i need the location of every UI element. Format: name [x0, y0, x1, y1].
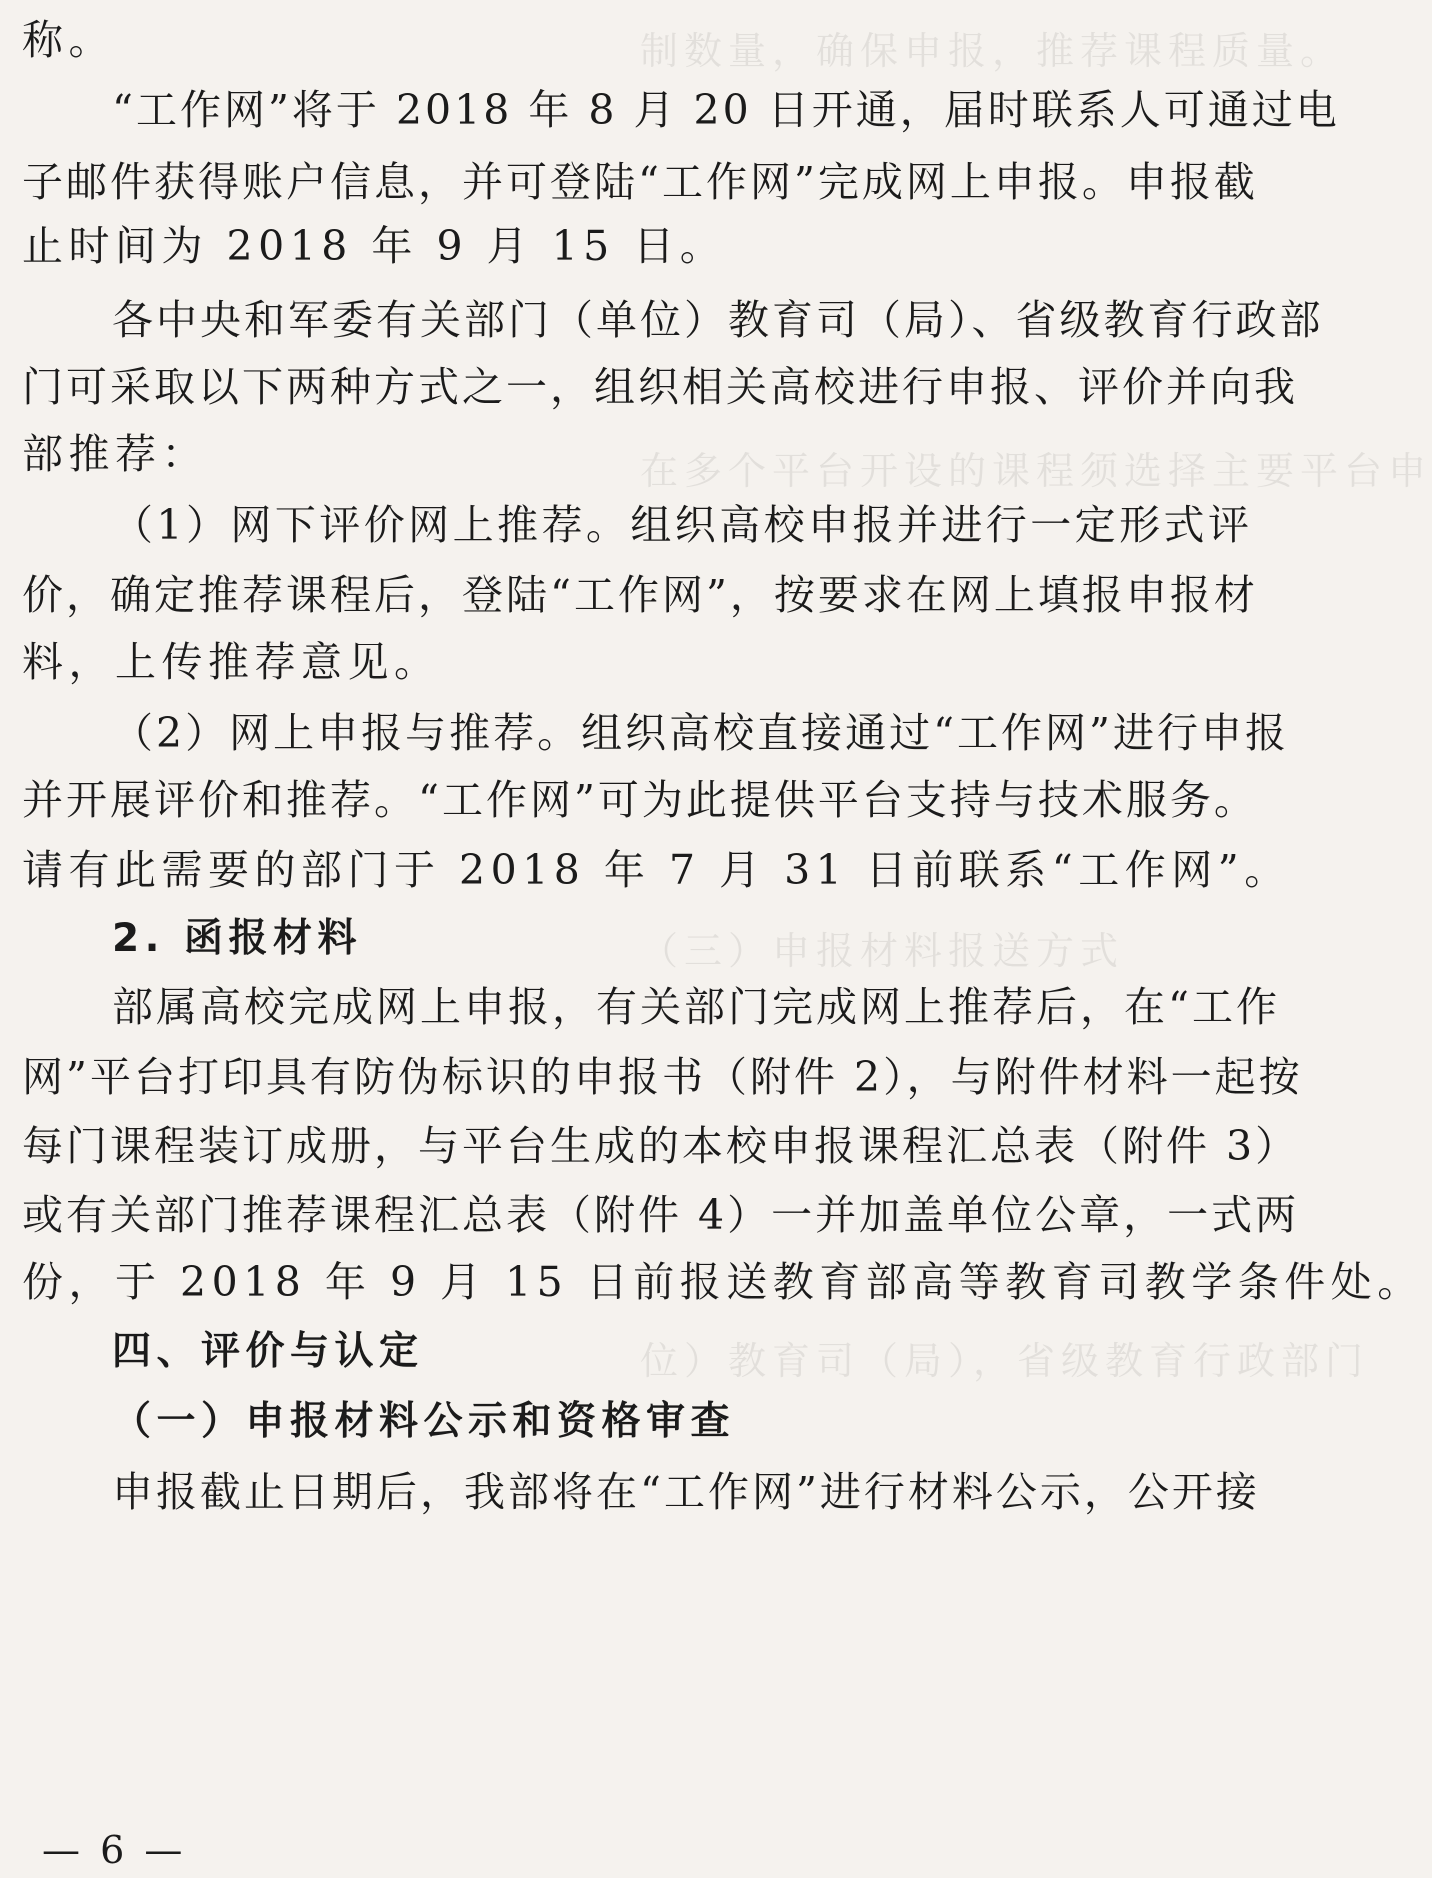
text-line: 价，确定推荐课程后，登陆“工作网”，按要求在网上填报申报材 — [22, 571, 1258, 619]
text-line: “工作网”将于 2018 年 8 月 20 日开通，届时联系人可通过电 — [112, 86, 1340, 134]
section-heading: 四、评价与认定 — [112, 1329, 424, 1374]
text-line: 部推荐： — [22, 430, 208, 478]
text-line: 门可采取以下两种方式之一，组织相关高校进行申报、评价并向我 — [22, 363, 1298, 411]
text-line: （2）网上申报与推荐。组织高校直接通过“工作网”进行申报 — [112, 709, 1290, 757]
text-line: 份，于 2018 年 9 月 15 日前报送教育部高等教育司教学条件处。 — [22, 1258, 1424, 1306]
text-line: 料，上传推荐意见。 — [22, 638, 441, 686]
text-line: 并开展评价和推荐。“工作网”可为此提供平台支持与技术服务。 — [22, 776, 1258, 824]
text-line: 或有关部门推荐课程汇总表（附件 4）一并加盖单位公章，一式两 — [22, 1191, 1300, 1239]
text-line: 申报截止日期后，我部将在“工作网”进行材料公示，公开接 — [112, 1468, 1260, 1516]
text-line: （1）网下评价网上推荐。组织高校申报并进行一定形式评 — [112, 501, 1252, 549]
text-line: 网”平台打印具有防伪标识的申报书（附件 2），与附件材料一起按 — [22, 1053, 1303, 1101]
page-number: — 6 — — [42, 1828, 187, 1872]
text-line: 称。 — [22, 16, 115, 64]
section-heading: 2. 函报材料 — [112, 916, 363, 961]
bleed-through: 制数量，确保申报，推荐课程质量。 — [640, 29, 1345, 73]
subsection-heading: （一）申报材料公示和资格审查 — [112, 1399, 736, 1444]
text-line: 每门课程装订成册，与平台生成的本校申报课程汇总表（附件 3） — [22, 1122, 1300, 1170]
text-line: 止时间为 2018 年 9 月 15 日。 — [22, 222, 727, 270]
text-line: 子邮件获得账户信息，并可登陆“工作网”完成网上申报。申报截 — [22, 158, 1258, 206]
text-line: 请有此需要的部门于 2018 年 7 月 31 日前联系“工作网”。 — [22, 846, 1291, 894]
text-line: 各中央和军委有关部门（单位）教育司（局）、省级教育行政部 — [112, 296, 1324, 344]
bleed-through: 在多个平台开设的课程须选择主要平台申 — [640, 449, 1432, 493]
text-line: 部属高校完成网上申报，有关部门完成网上推荐后，在“工作 — [112, 983, 1280, 1031]
bleed-through: （三）申报材料报送方式 — [640, 929, 1125, 973]
bleed-through: 位）教育司（局），省级教育行政部门 — [640, 1339, 1370, 1383]
